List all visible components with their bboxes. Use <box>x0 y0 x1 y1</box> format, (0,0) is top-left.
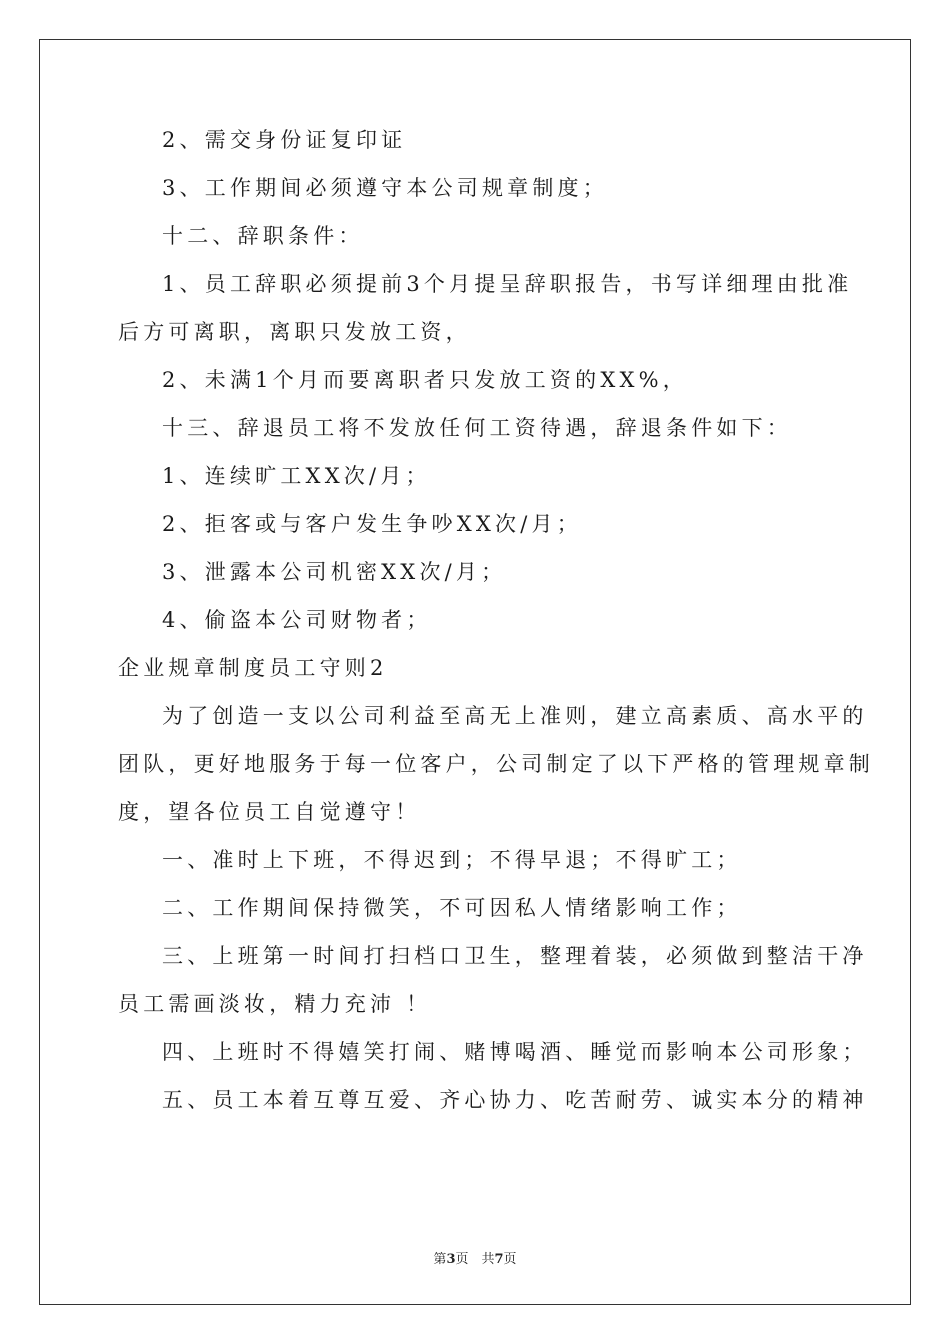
paragraph-continuation: 员工需画淡妆，精力充沛 ！ <box>118 992 432 1016</box>
list-item: 2、拒客或与客户发生争吵XX次/月； <box>162 512 582 536</box>
footer-prefix: 第 <box>433 1252 447 1267</box>
list-item: 1、连续旷工XX次/月； <box>162 464 431 488</box>
paragraph-continuation: 度，望各位员工自觉遵守！ <box>118 800 421 824</box>
paragraph: 2、需交身份证复印证 <box>162 128 407 152</box>
section-heading: 十二、辞职条件： <box>162 224 364 248</box>
paragraph: 1、员工辞职必须提前3个月提呈辞职报告，书写详细理由批准 <box>162 272 853 296</box>
current-page-number: 3 <box>446 1252 456 1267</box>
total-page-number: 7 <box>494 1252 504 1267</box>
list-item: 3、泄露本公司机密XX次/月； <box>162 560 507 584</box>
list-item: 二、工作期间保持微笑，不可因私人情绪影响工作； <box>162 896 742 920</box>
list-item: 4、偷盗本公司财物者； <box>162 608 432 632</box>
paragraph-continuation: 团队，更好地服务于每一位客户，公司制定了以下严格的管理规章制 <box>118 752 874 776</box>
paragraph: 2、未满1个月而要离职者只发放工资的XX%， <box>162 368 688 392</box>
page-footer <box>0 1248 950 1267</box>
footer-suffix: 页 <box>503 1252 517 1267</box>
list-item: 三、上班第一时间打扫档口卫生，整理着装，必须做到整洁干净 <box>162 944 868 968</box>
list-item: 四、上班时不得嬉笑打闹、赌博喝酒、睡觉而影响本公司形象； <box>162 1040 868 1064</box>
document-title: 企业规章制度员工守则2 <box>118 656 388 680</box>
footer-mid: 页 共 <box>455 1252 495 1267</box>
section-heading: 十三、辞退员工将不发放任何工资待遇，辞退条件如下： <box>162 416 792 440</box>
list-item: 五、员工本着互尊互爱、齐心协力、吃苦耐劳、诚实本分的精神 <box>162 1088 868 1112</box>
paragraph-continuation: 后方可离职，离职只发放工资， <box>118 320 471 344</box>
paragraph: 为了创造一支以公司利益至高无上准则，建立高素质、高水平的 <box>162 704 868 728</box>
list-item: 一、准时上下班，不得迟到；不得早退；不得旷工； <box>162 848 742 872</box>
paragraph: 3、工作期间必须遵守本公司规章制度； <box>162 176 608 200</box>
